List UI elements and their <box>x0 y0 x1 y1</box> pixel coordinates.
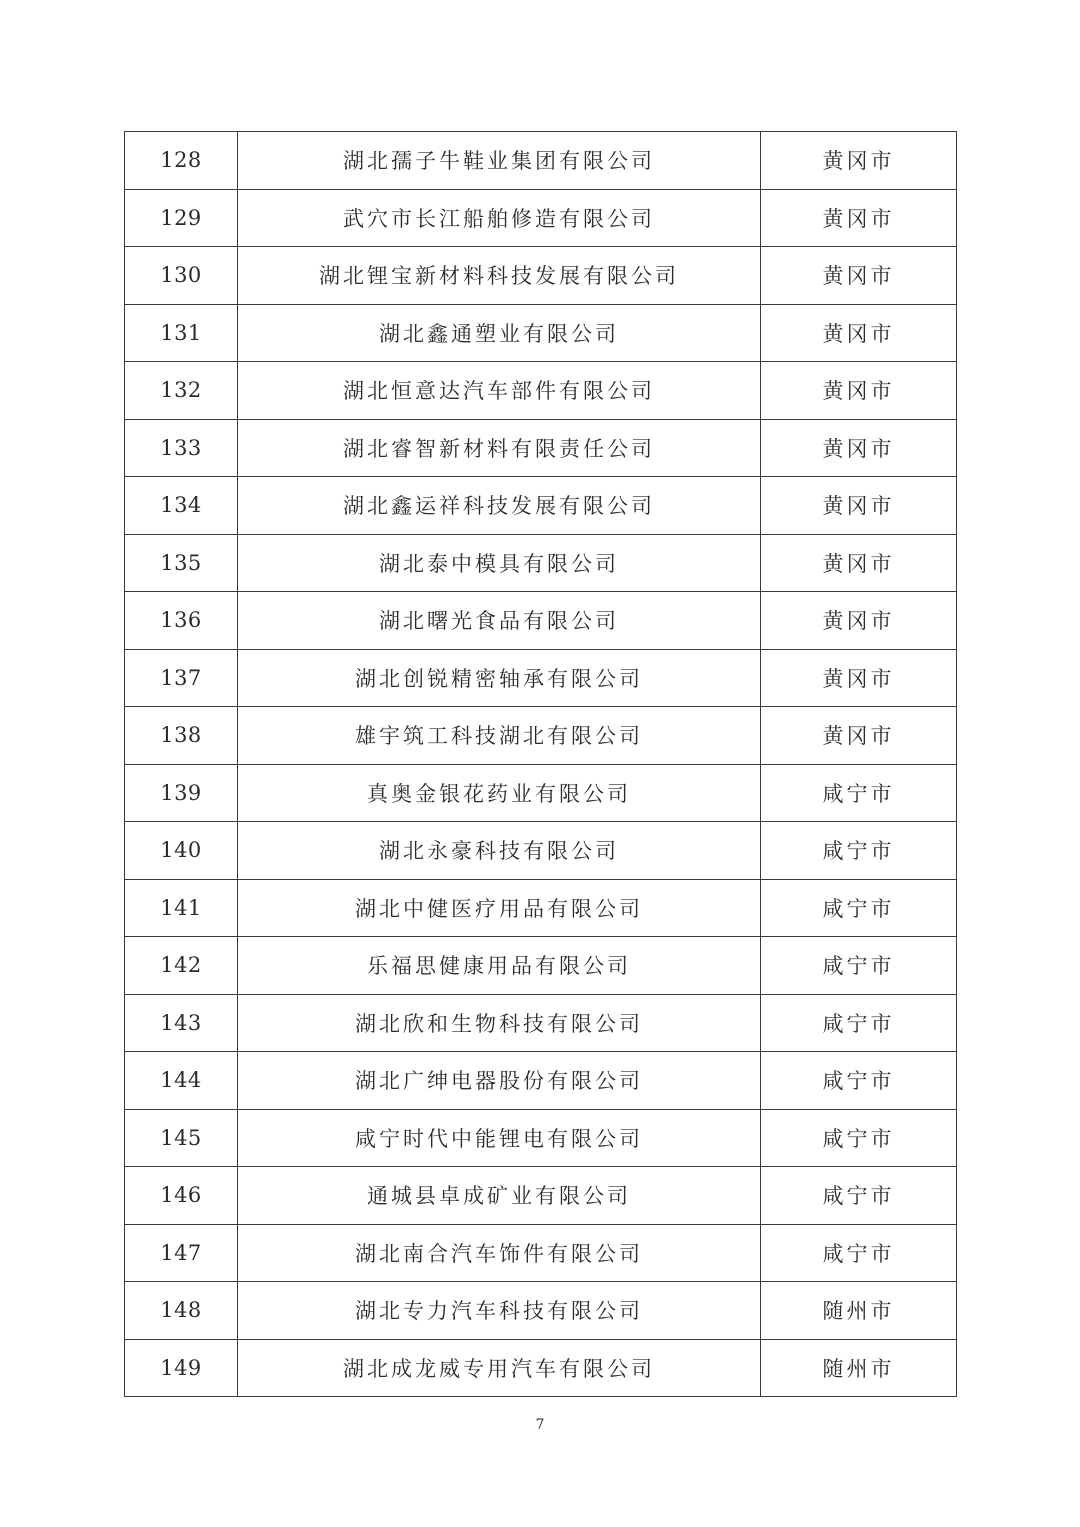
table-row <box>125 1282 957 1340</box>
table-row <box>125 994 957 1052</box>
row-number-cell: 139 <box>125 764 238 822</box>
city-cell: 咸宁市 <box>761 1109 957 1167</box>
row-number-cell: 136 <box>125 592 238 650</box>
company-name-cell: 湖北成龙威专用汽车有限公司 <box>238 1339 761 1397</box>
row-number-cell: 135 <box>125 534 238 592</box>
table-row <box>125 534 957 592</box>
company-name-cell: 真奥金银花药业有限公司 <box>238 764 761 822</box>
table-row <box>125 362 957 420</box>
company-name-cell: 咸宁时代中能锂电有限公司 <box>238 1109 761 1167</box>
company-name-cell: 湖北专力汽车科技有限公司 <box>238 1282 761 1340</box>
row-number-cell: 138 <box>125 707 238 765</box>
city-cell: 黄冈市 <box>761 362 957 420</box>
row-number-cell: 128 <box>125 132 238 190</box>
company-name-cell: 湖北鑫运祥科技发展有限公司 <box>238 477 761 535</box>
row-number-cell: 148 <box>125 1282 238 1340</box>
table-body <box>125 132 957 1397</box>
table-row <box>125 1339 957 1397</box>
row-number-cell: 134 <box>125 477 238 535</box>
table-row <box>125 304 957 362</box>
table-row <box>125 822 957 880</box>
city-cell: 咸宁市 <box>761 879 957 937</box>
row-number-cell: 132 <box>125 362 238 420</box>
company-name-cell: 湖北恒意达汽车部件有限公司 <box>238 362 761 420</box>
company-name-cell: 乐福思健康用品有限公司 <box>238 937 761 995</box>
company-name-cell: 湖北广绅电器股份有限公司 <box>238 1052 761 1110</box>
table-row <box>125 189 957 247</box>
company-name-cell: 湖北中健医疗用品有限公司 <box>238 879 761 937</box>
page-number: 7 <box>535 1417 545 1433</box>
table-row <box>125 477 957 535</box>
company-name-cell: 湖北南合汽车饰件有限公司 <box>238 1224 761 1282</box>
table-row <box>125 879 957 937</box>
table-row <box>125 247 957 305</box>
row-number-cell: 147 <box>125 1224 238 1282</box>
table-row <box>125 937 957 995</box>
city-cell: 咸宁市 <box>761 822 957 880</box>
table-row <box>125 1224 957 1282</box>
company-name-cell: 湖北孺子牛鞋业集团有限公司 <box>238 132 761 190</box>
row-number-cell: 137 <box>125 649 238 707</box>
company-name-cell: 雄宇筑工科技湖北有限公司 <box>238 707 761 765</box>
company-name-cell: 通城县卓成矿业有限公司 <box>238 1167 761 1225</box>
city-cell: 黄冈市 <box>761 419 957 477</box>
city-cell: 黄冈市 <box>761 707 957 765</box>
row-number-cell: 145 <box>125 1109 238 1167</box>
city-cell: 黄冈市 <box>761 132 957 190</box>
city-cell: 咸宁市 <box>761 764 957 822</box>
table-row <box>125 764 957 822</box>
table-row <box>125 1109 957 1167</box>
table-row <box>125 1167 957 1225</box>
city-cell: 咸宁市 <box>761 1224 957 1282</box>
table-row <box>125 707 957 765</box>
row-number-cell: 142 <box>125 937 238 995</box>
table-row <box>125 419 957 477</box>
row-number-cell: 149 <box>125 1339 238 1397</box>
city-cell: 咸宁市 <box>761 1167 957 1225</box>
city-cell: 黄冈市 <box>761 649 957 707</box>
table-row <box>125 649 957 707</box>
city-cell: 黄冈市 <box>761 477 957 535</box>
company-name-cell: 湖北永豪科技有限公司 <box>238 822 761 880</box>
company-name-cell: 武穴市长江船舶修造有限公司 <box>238 189 761 247</box>
row-number-cell: 143 <box>125 994 238 1052</box>
company-name-cell: 湖北锂宝新材料科技发展有限公司 <box>238 247 761 305</box>
city-cell: 咸宁市 <box>761 1052 957 1110</box>
row-number-cell: 130 <box>125 247 238 305</box>
company-name-cell: 湖北泰中模具有限公司 <box>238 534 761 592</box>
row-number-cell: 131 <box>125 304 238 362</box>
city-cell: 咸宁市 <box>761 937 957 995</box>
company-name-cell: 湖北曙光食品有限公司 <box>238 592 761 650</box>
city-cell: 随州市 <box>761 1282 957 1340</box>
company-name-cell: 湖北创锐精密轴承有限公司 <box>238 649 761 707</box>
company-name-cell: 湖北睿智新材料有限责任公司 <box>238 419 761 477</box>
company-table <box>124 131 957 1397</box>
city-cell: 黄冈市 <box>761 304 957 362</box>
table-row <box>125 592 957 650</box>
row-number-cell: 146 <box>125 1167 238 1225</box>
row-number-cell: 140 <box>125 822 238 880</box>
city-cell: 黄冈市 <box>761 534 957 592</box>
city-cell: 黄冈市 <box>761 189 957 247</box>
city-cell: 黄冈市 <box>761 247 957 305</box>
table-row <box>125 132 957 190</box>
company-name-cell: 湖北欣和生物科技有限公司 <box>238 994 761 1052</box>
company-name-cell: 湖北鑫通塑业有限公司 <box>238 304 761 362</box>
city-cell: 咸宁市 <box>761 994 957 1052</box>
row-number-cell: 129 <box>125 189 238 247</box>
row-number-cell: 133 <box>125 419 238 477</box>
row-number-cell: 144 <box>125 1052 238 1110</box>
city-cell: 黄冈市 <box>761 592 957 650</box>
row-number-cell: 141 <box>125 879 238 937</box>
table-row <box>125 1052 957 1110</box>
city-cell: 随州市 <box>761 1339 957 1397</box>
